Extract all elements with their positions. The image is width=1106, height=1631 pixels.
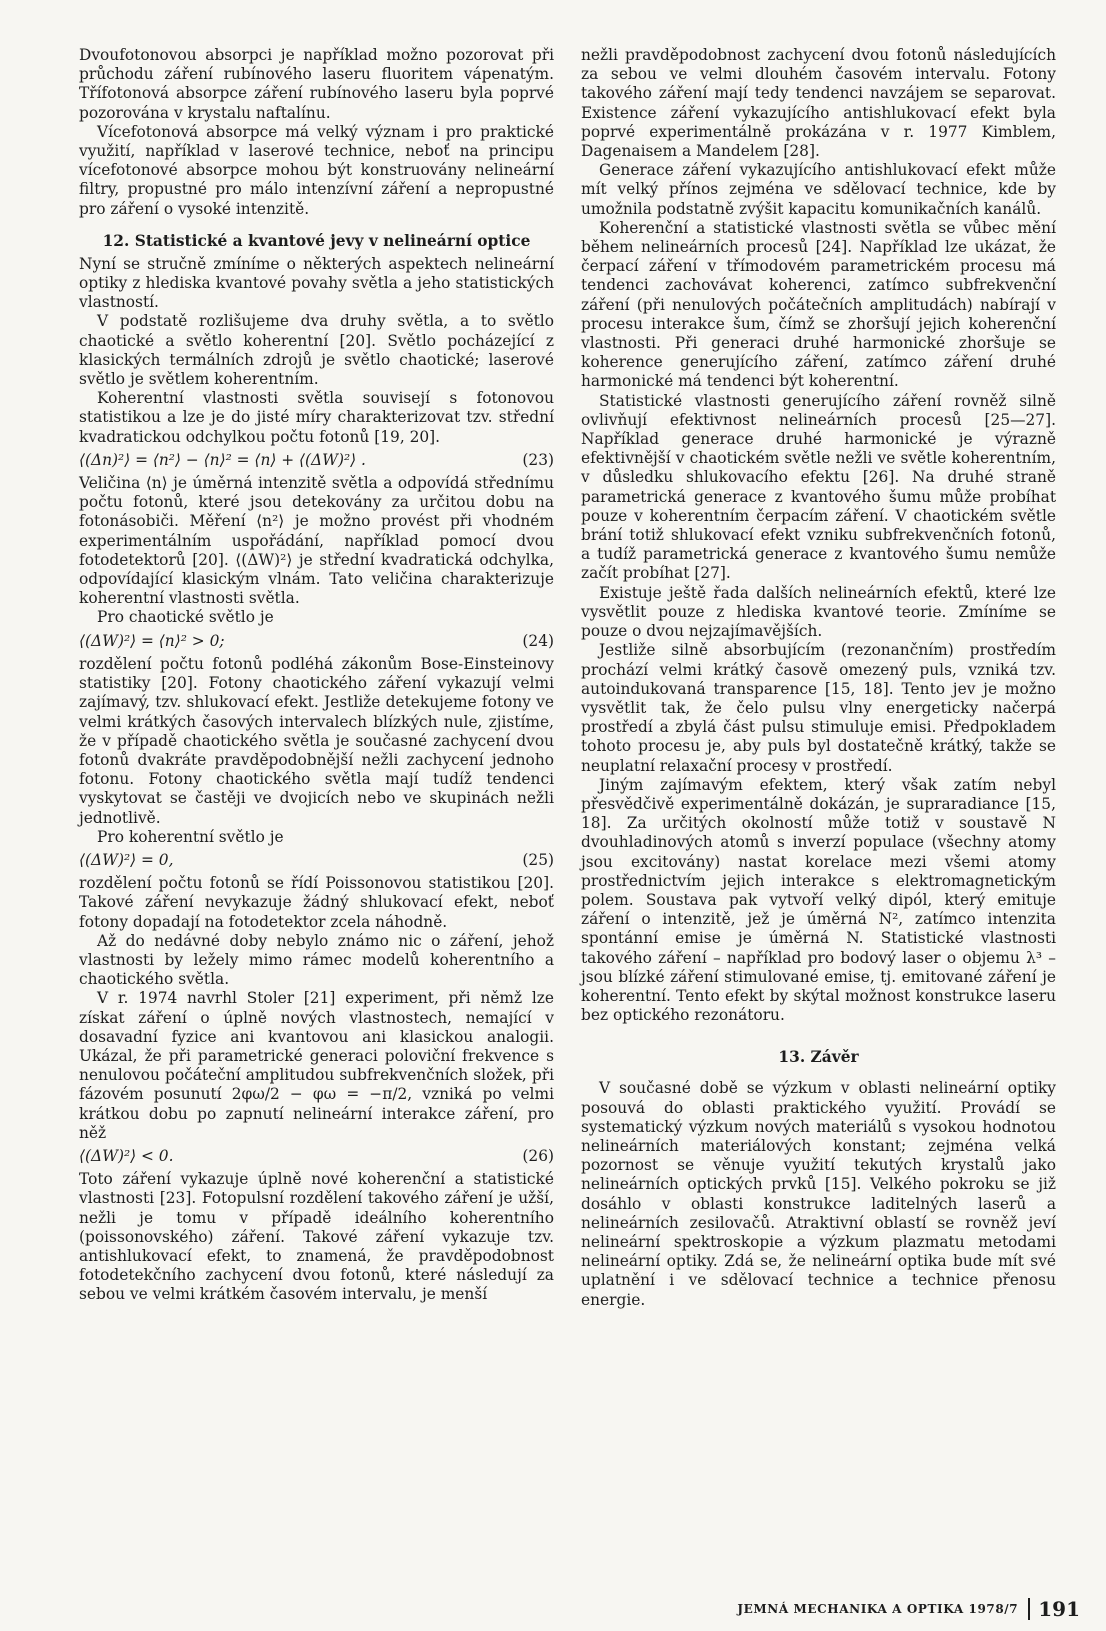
paragraph: Koherentní vlastnosti světla souvisejí s fotonovou statistikou a lze je do jisté míry charakterizovat tzv. střední kvadratickou odchylkou počtu fotonů [19, 20]. <box>79 389 554 446</box>
equation-formula: ⟨(ΔW)²⟩ = ⟨n⟩² > 0; <box>79 631 225 650</box>
section-heading-13: 13. Závěr <box>778 1048 859 1067</box>
paragraph: Pro koherentní světlo je <box>97 827 284 846</box>
equation-26 <box>79 1147 554 1166</box>
paragraph: Vícefotonová absorpce má velký význam i pro praktické využití, například v laserové technice, neboť na principu vícefotonové absorpce mohou být konstruovány nelineární filtry, propustné pro málo intenzívní záření a nepropustné pro záření o vysoké intenzitě. <box>79 122 554 218</box>
equation-number: (24) <box>522 631 554 650</box>
paragraph: Jestliže silně absorbujícím (rezonančním) prostředím prochází velmi krátký časově omezený puls, vzniká tzv. autoindukovaná transparence [15, 18]. Tento jev je možno vysvětlit tak, že čelo pulsu vlny energeticky načerpá prostředí a zbylá část pulsu stimuluje emisi. Předpokladem tohoto procesu je, aby puls byl dostatečně krátký, takže se neuplatní relaxační procesy v prostředí. <box>581 641 1056 775</box>
paragraph: V současné době se výzkum v oblasti nelineární optiky posouvá do oblasti praktického využití. Provádí se systematický výzkum nových materiálů s vysokou hodnotou nelineárních materiálových konstant; zejména velká pozornost se věnuje využití tekutých krystalů jako nelineárních optických prvků [15]. Velkého pokroku se již dosáhlo v oblasti konstrukce laditelných laserů a nelineárních zesilovačů. Atraktivní oblastí se rovněž jeví nelineární spektroskopie a výzkum plazmatu metodami nelineární optiky. Zdá se, že nelineární optika bude mít své uplatnění i ve sdělovací technice a technice přenosu energie. <box>581 1079 1056 1309</box>
paragraph: Toto záření vykazuje úplně nové koherenční a statistické vlastnosti [23]. Fotopulsní rozdělení takového záření je užší, nežli je tomu v případě ideálního koherentního (poissonovského) záření. Takové záření vykazuje tzv. antishlukovací efekt, to znamená, že pravděpodobnost fotodetekčního zachycení dvou fotonů, které následují za sebou ve velmi krátkém časovém intervalu, je menší <box>79 1170 554 1304</box>
paragraph: Veličina ⟨n⟩ je úměrná intenzitě světla a odpovídá střednímu počtu fotonů, které jsou detekovány za určitou dobu na fotonásobiči. Měření ⟨n²⟩ je možno provést při vhodném experimentálním uspořádání, například pomocí dvou fotodetektorů [20]. ⟨(ΔW)²⟩ je střední kvadratická odchylka, odpovídající klasickým vlnám. Tato veličina charakterizuje koherentní vlastnosti světla. <box>79 474 554 608</box>
paragraph: V r. 1974 navrhl Stoler [21] experiment, při němž lze získat záření o úplně nových vlastnostech, nemající v dosavadní fyzice ani kvantovou ani klasickou analogii. Ukázal, že při parametrické generaci poloviční frekvence s nenulovou počáteční amplitudou subfrekvenčních složek, při fázovém posunutí 2φω/2 − φω = −π/2, vzniká po velmi krátkou dobu po zapnutí nelineární interakce záření, pro něž <box>79 989 554 1142</box>
page-number: 191 <box>1038 1597 1080 1621</box>
section-heading-12: 12. Statistické a kvantové jevy v nelineární optice <box>102 231 531 250</box>
equation-25 <box>79 851 554 870</box>
paragraph: Nyní se stručně zmíníme o některých aspektech nelineární optiky z hlediska kvantové povahy světla a jeho statistických vlastností. <box>79 254 554 312</box>
equation-number: (25) <box>522 850 554 869</box>
paragraph: Generace záření vykazujícího antishlukovací efekt může mít velký přínos zejména ve sdělovací technice, kde by umožnila podstatně zvýšit kapacitu komunikačních kanálů. <box>581 161 1056 218</box>
equation-formula: ⟨(ΔW)²⟩ = 0, <box>79 850 174 869</box>
right-column <box>581 46 1056 1310</box>
equation-24 <box>79 632 554 651</box>
journal-name: JEMNÁ MECHANIKA A OPTIKA 1978/7 <box>737 1602 1019 1616</box>
paragraph: Dvoufotonovou absorpci je například možno pozorovat při průchodu záření rubínového laseru fluoritem vápenatým. Třífotonová absorpce záření rubínového laseru byla poprvé pozorována v krystalu naftalínu. <box>79 46 554 122</box>
equation-number: (26) <box>522 1146 554 1165</box>
paragraph: Statistické vlastnosti generujícího záření rovněž silně ovlivňují efektivnost nelineárních procesů [25—27]. Například generace druhé harmonické je výrazně efektivnější v chaotickém světle nežli ve světle koherentním, v důsledku shlukovacího efektu [26]. Na druhé straně parametrická generace z kvantového šumu může probíhat pouze v koherentním čerpacím záření. V chaotickém světle brání totiž shlukovací efekt vzniku subfrekvenčních fotonů, a tudíž parametrická generace z kvantového šumu nemůže začít probíhat [27]. <box>581 391 1056 583</box>
equation-23 <box>79 451 554 470</box>
paragraph: nežli pravděpodobnost zachycení dvou fotonů následujících za sebou ve velmi dlouhém časovém intervalu. Fotony takového záření mají tedy tendenci navzájem se separovat. Existence záření vykazujícího antishlukovací efekt byla poprvé experimentálně prokázána v r. 1977 Kimblem, Dagenaisem a Mandelem [28]. <box>581 46 1056 161</box>
equation-number: (23) <box>522 450 554 469</box>
equation-formula: ⟨(Δn)²⟩ = ⟨n²⟩ − ⟨n⟩² = ⟨n⟩ + ⟨(ΔW)²⟩ . <box>79 450 366 469</box>
equation-formula: ⟨(ΔW)²⟩ < 0. <box>79 1146 174 1165</box>
paragraph: Až do nedávné doby nebylo známo nic o záření, jehož vlastnosti by ležely mimo rámec modelů koherentního a chaotického světla. <box>79 931 554 989</box>
page-footer <box>700 1596 1080 1622</box>
paragraph: Existuje ještě řada dalších nelineárních efektů, které lze vysvětlit pouze z hlediska kvantové teorie. Zmíníme se pouze o dvou nejzajímavějších. <box>581 583 1056 641</box>
paragraph: Pro chaotické světlo je <box>97 608 274 627</box>
paragraph: Koherenční a statistické vlastnosti světla se vůbec mění během nelineárních procesů [24]. Například lze ukázat, že čerpací záření v třímodovém parametrickém procesu má tendenci zachovávat koherenci, zatímco subfrekvenční záření (při nenulových počátečních amplitudách) nabírají v procesu interakce šum, čímž se zhoršují jejich koherenční vlastnosti. Při generaci druhé harmonické zhoršuje se koherence generujícího záření, zatímco záření druhé harmonické má tendenci být koherentní. <box>581 218 1056 391</box>
left-column <box>79 46 554 1305</box>
footer-divider <box>1028 1598 1030 1620</box>
paragraph: Jiným zajímavým efektem, který však zatím nebyl přesvědčivě experimentálně dokázán, je supraradiance [15, 18]. Za určitých okolností může totiž v soustavě N dvouhladinových atomů s inverzí populace (všechny atomy jsou excitovány) nastat korelace mezi všemi atomy prostřednictvím jejich interakce s elektromagnetickým polem. Soustava pak vytvoří velký dipól, který emituje záření o intenzitě, jež je úměrná N², zatímco intenzita spontánní emise je úměrná N. Statistické vlastnosti takového záření – například pro bodový laser o objemu λ³ – jsou blízké záření stimulované emise, tj. emitované záření je koherentní. Tento efekt by skýtal možnost konstrukce laseru bez optického rezonátoru. <box>581 775 1056 1025</box>
paragraph: V podstatě rozlišujeme dva druhy světla, a to světlo chaotické a světlo koherentní [20]. Světlo pocházející z klasických termálních zdrojů je světlo chaotické; laserové světlo je světlem koherentním. <box>79 312 554 389</box>
paragraph: rozdělení počtu fotonů se řídí Poissonovou statistikou [20]. Takové záření nevykazuje žádný shlukovací efekt, neboť fotony dopadají na fotodetektor zcela náhodně. <box>79 874 554 931</box>
paragraph: rozdělení počtu fotonů podléhá zákonům Bose-Einsteinovy statistiky [20]. Fotony chaotického záření vykazují velmi zajímavý, tzv. shlukovací efekt. Jestliže detekujeme fotony ve velmi krátkých časových intervalech blízkých nule, zjistíme, že v případě chaotického světla je současné zachycení dvou fotonů dvakráte pravděpodobnější nežli zachycení jednoho fotonu. Fotony chaotického světla mají tudíž tendenci vyskytovat se častěji ve dvojicích nebo ve skupinách nežli jednotlivě. <box>79 654 554 827</box>
